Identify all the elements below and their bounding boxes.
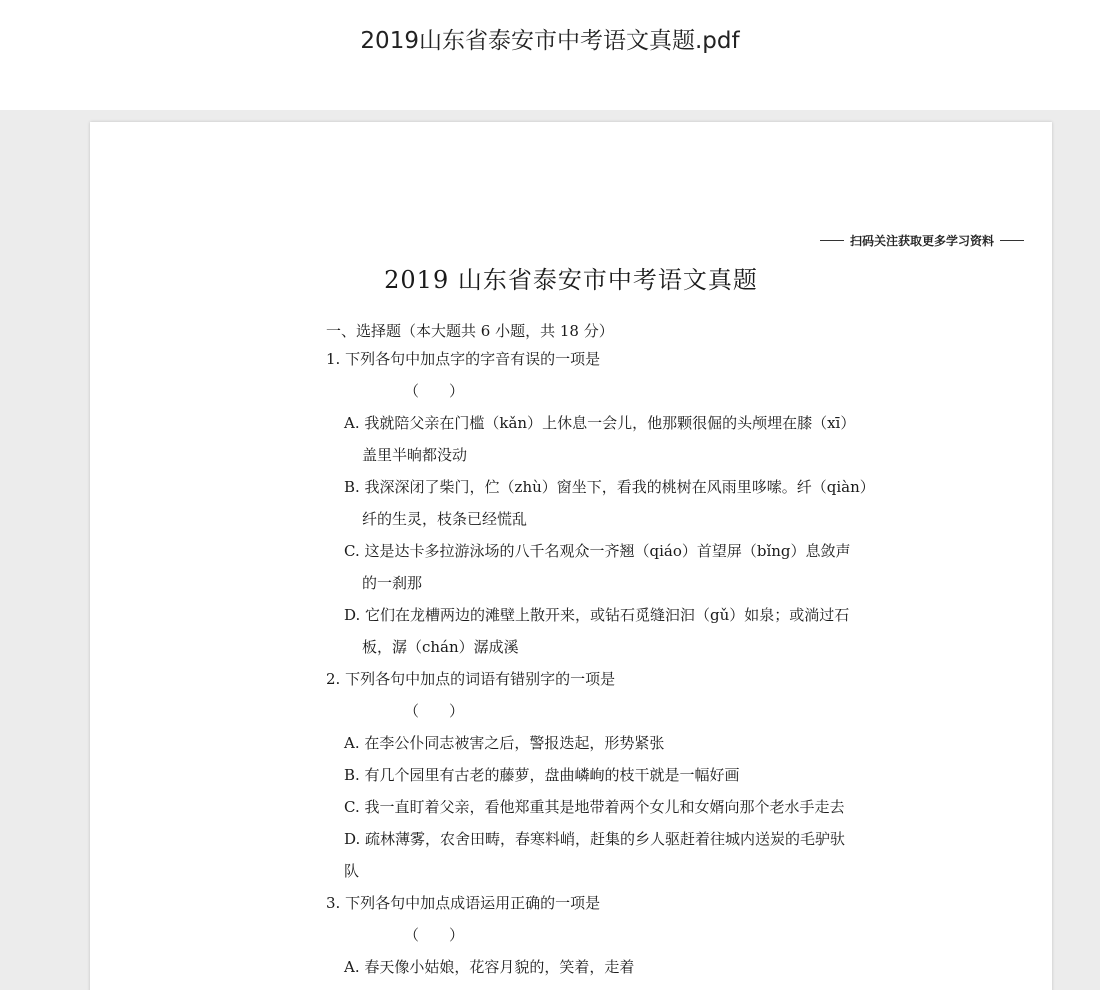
option-3a: A. 春天像小姑娘，花容月貌的，笑着，走着 xyxy=(344,958,635,976)
option-1c: C. 这是达卡多拉游泳场的八千名观众一齐翘（qiáo）首望屏（bǐng）息敛声 xyxy=(344,542,851,560)
option-2d-cont: 队 xyxy=(344,862,360,880)
option-1b-cont: 纤的生灵，枝条已经慌乱 xyxy=(362,510,528,528)
option-1a-cont: 盖里半晌都没动 xyxy=(362,446,468,464)
answer-paren-3: （ ） xyxy=(404,926,465,944)
option-1c-cont: 的一刹那 xyxy=(362,574,423,592)
file-title: 2019山东省泰安市中考语文真题.pdf xyxy=(360,28,740,54)
section-heading: 一、选择题（本大题共 6 小题，共 18 分） xyxy=(326,322,614,340)
option-2d: D. 疏林薄雾，农舍田畴，春寒料峭，赶集的乡人驱赶着往城内送炭的毛驴驮 xyxy=(344,830,846,848)
qr-note-text: 扫码关注获取更多学习资料 xyxy=(849,234,994,248)
document-title: 2019 山东省泰安市中考语文真题 xyxy=(384,266,758,294)
dash-right xyxy=(1000,240,1024,241)
option-1b: B. 我深深闭了柴门，伫（zhù）窗坐下，看我的桃树在风雨里哆嗦。纤（qiàn） xyxy=(344,478,875,496)
question-3: 3. 下列各句中加点成语运用正确的一项是 xyxy=(326,894,601,912)
option-2a: A. 在李公仆同志被害之后，警报迭起，形势紧张 xyxy=(344,734,665,752)
question-2: 2. 下列各句中加点的词语有错别字的一项是 xyxy=(326,670,616,688)
option-2c: C. 我一直盯着父亲，看他郑重其是地带着两个女儿和女婿向那个老水手走去 xyxy=(344,798,845,816)
pdf-viewer[interactable] xyxy=(0,110,1100,990)
option-1a: A. 我就陪父亲在门槛（kǎn）上休息一会儿，他那颗很倔的头颅埋在膝（xī） xyxy=(344,414,856,432)
option-2b: B. 有几个园里有古老的藤萝，盘曲嶙峋的枝干就是一幅好画 xyxy=(344,766,740,784)
option-1d: D. 它们在龙槽两边的滩壁上散开来，或钻石觅缝汩汩（gǔ）如泉；或淌过石 xyxy=(344,606,850,624)
title-bar xyxy=(0,0,1100,110)
answer-paren-1: （ ） xyxy=(404,382,465,400)
option-1d-cont: 板，潺（chán）潺成溪 xyxy=(362,638,519,656)
qr-note xyxy=(820,232,1024,249)
pdf-page xyxy=(90,122,1052,990)
question-1: 1. 下列各句中加点字的字音有误的一项是 xyxy=(326,350,601,368)
answer-paren-2: （ ） xyxy=(404,702,465,720)
dash-left xyxy=(820,240,844,241)
